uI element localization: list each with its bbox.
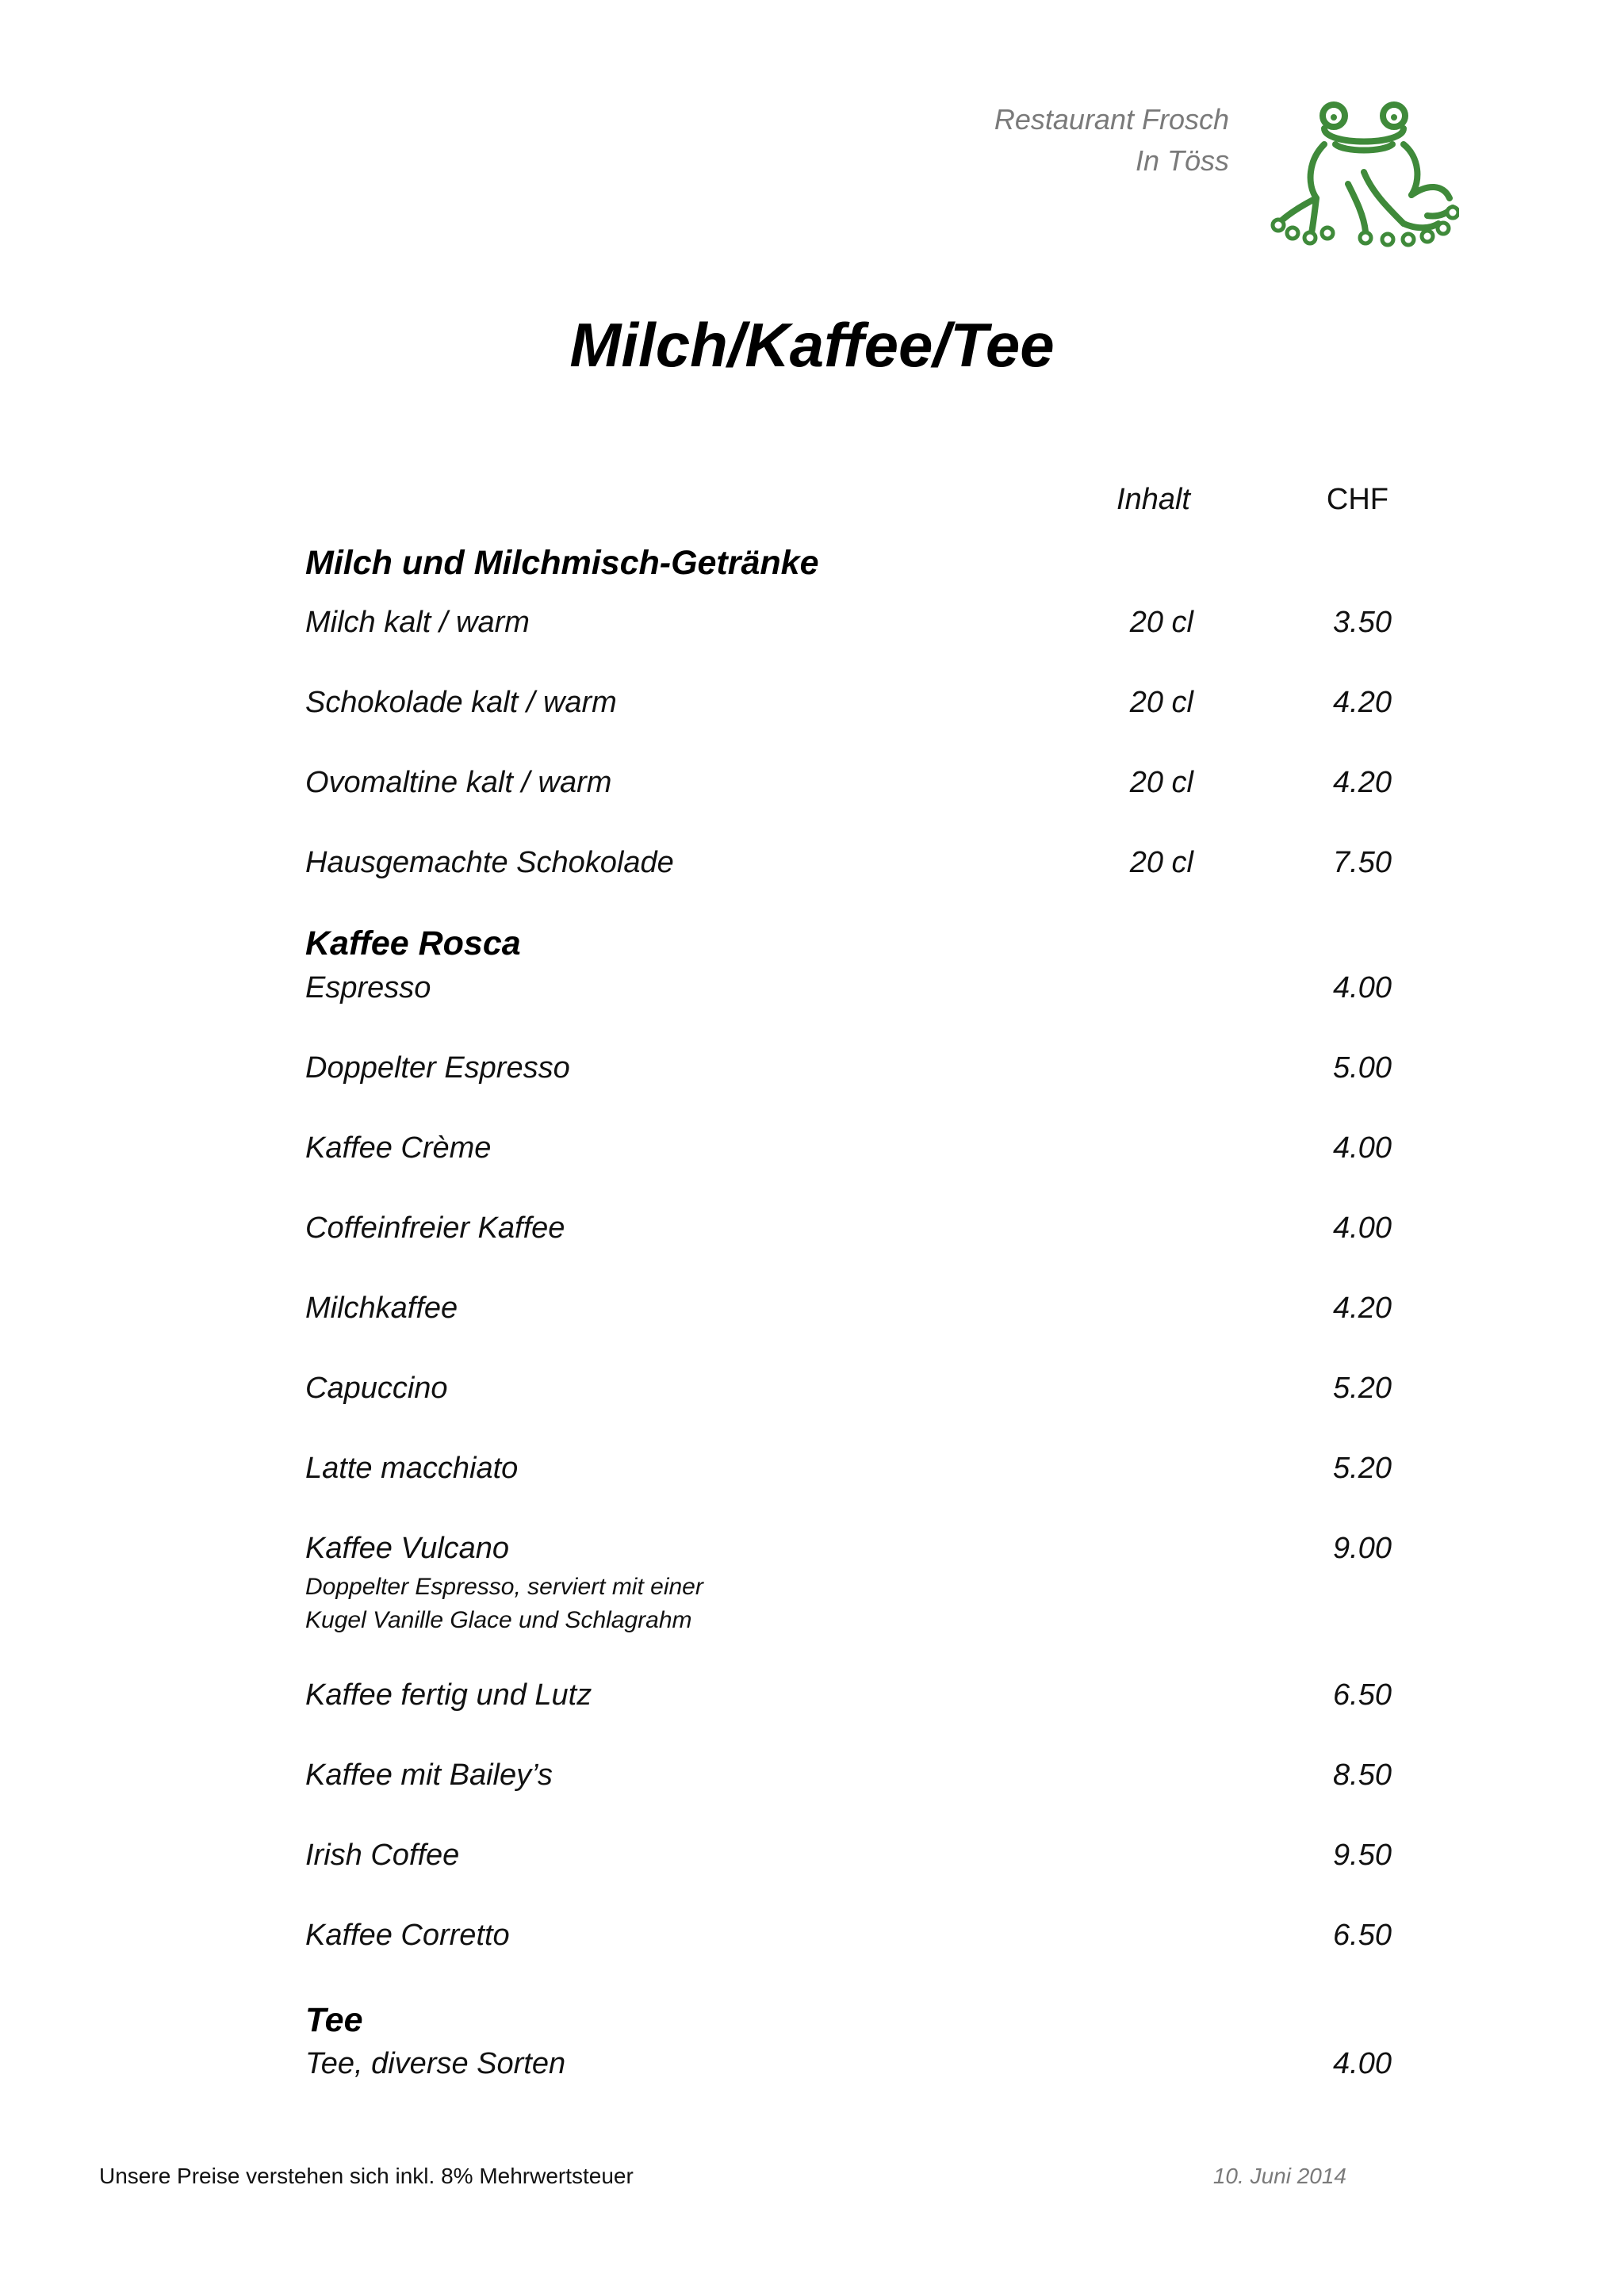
- item-price: 4.00: [1333, 2047, 1392, 2080]
- item-price: 5.20: [1333, 1372, 1392, 1405]
- item-name: Kaffee Crème: [305, 1131, 492, 1165]
- item-name: Milch kalt / warm: [305, 606, 530, 639]
- item-price: 5.00: [1333, 1051, 1392, 1085]
- item-price: 4.20: [1333, 766, 1392, 799]
- item-price: 9.50: [1333, 1839, 1392, 1872]
- menu-item: [305, 1526, 1392, 1633]
- item-name: Tee, diverse Sorten: [305, 2047, 566, 2080]
- item-name: Milchkaffee: [305, 1292, 458, 1325]
- column-header-currency: CHF: [1326, 483, 1388, 516]
- menu-item: [305, 1366, 1392, 1410]
- vat-note: Unsere Preise verstehen sich inkl. 8% Mehrwertsteuer: [99, 2164, 634, 2188]
- item-price: 8.50: [1333, 1758, 1392, 1792]
- restaurant-name: Restaurant Frosch: [994, 103, 1229, 136]
- menu-item: [305, 600, 1392, 645]
- page-title: Milch/Kaffee/Tee: [569, 310, 1055, 380]
- item-size: 20 cl: [1129, 606, 1193, 639]
- menu-item: [305, 760, 1392, 805]
- item-name: Espresso: [305, 971, 431, 1004]
- menu-item: [305, 1446, 1392, 1490]
- item-description-line: Doppelter Espresso, serviert mit einer: [305, 1574, 703, 1600]
- menu-item: [305, 1833, 1392, 1877]
- item-name: Coffeinfreier Kaffee: [305, 1211, 565, 1245]
- item-name: Kaffee Corretto: [305, 1919, 510, 1952]
- menu-item: [305, 680, 1392, 725]
- item-size: 20 cl: [1129, 846, 1193, 879]
- item-name: Kaffee fertig und Lutz: [305, 1678, 592, 1712]
- section-title-tea: Tee: [305, 2001, 363, 2039]
- menu-item: [305, 1286, 1392, 1330]
- item-price: 7.50: [1333, 846, 1392, 879]
- item-size: 20 cl: [1129, 766, 1193, 799]
- item-name: Kaffee Vulcano: [305, 1532, 510, 1565]
- menu-item: [305, 1126, 1392, 1170]
- menu-item: [305, 1913, 1392, 1957]
- menu-item: [305, 1046, 1392, 1090]
- item-price: 6.50: [1333, 1678, 1392, 1712]
- restaurant-location: In Töss: [1135, 144, 1229, 177]
- item-name: Latte macchiato: [305, 1452, 519, 1485]
- item-price: 4.00: [1333, 1131, 1392, 1165]
- section-title-coffee: Kaffee Rosca: [305, 924, 521, 962]
- item-price: 4.20: [1333, 1292, 1392, 1325]
- column-header-content: Inhalt: [1116, 483, 1190, 516]
- restaurant-header: [912, 99, 1229, 182]
- menu-item: [305, 840, 1392, 885]
- item-description-line: Kugel Vanille Glace und Schlagrahm: [305, 1607, 692, 1633]
- item-size: 20 cl: [1129, 686, 1193, 719]
- item-name: Schokolade kalt / warm: [305, 686, 617, 719]
- item-price: 6.50: [1333, 1919, 1392, 1952]
- item-name: Irish Coffee: [305, 1839, 460, 1872]
- item-price: 9.00: [1333, 1532, 1392, 1565]
- item-name: Capuccino: [305, 1372, 448, 1405]
- menu-item: [305, 2042, 1392, 2086]
- item-name: Ovomaltine kalt / warm: [305, 766, 612, 799]
- frog-logo-icon: [1269, 97, 1459, 249]
- menu-item: [305, 1753, 1392, 1797]
- menu-item: [305, 1206, 1392, 1250]
- menu-item: [305, 1673, 1392, 1717]
- item-price: 4.00: [1333, 1211, 1392, 1245]
- section-title-milk: Milch und Milchmisch-Getränke: [305, 544, 819, 582]
- item-description: [305, 1571, 860, 1637]
- menu-item: [305, 966, 1392, 1010]
- item-name: Kaffee mit Bailey’s: [305, 1758, 553, 1792]
- item-price: 5.20: [1333, 1452, 1392, 1485]
- item-name: Hausgemachte Schokolade: [305, 846, 674, 879]
- item-price: 4.00: [1333, 971, 1392, 1004]
- item-name: Doppelter Espresso: [305, 1051, 570, 1085]
- item-price: 4.20: [1333, 686, 1392, 719]
- item-price: 3.50: [1333, 606, 1392, 639]
- date-stamp: 10. Juni 2014: [1212, 2164, 1346, 2188]
